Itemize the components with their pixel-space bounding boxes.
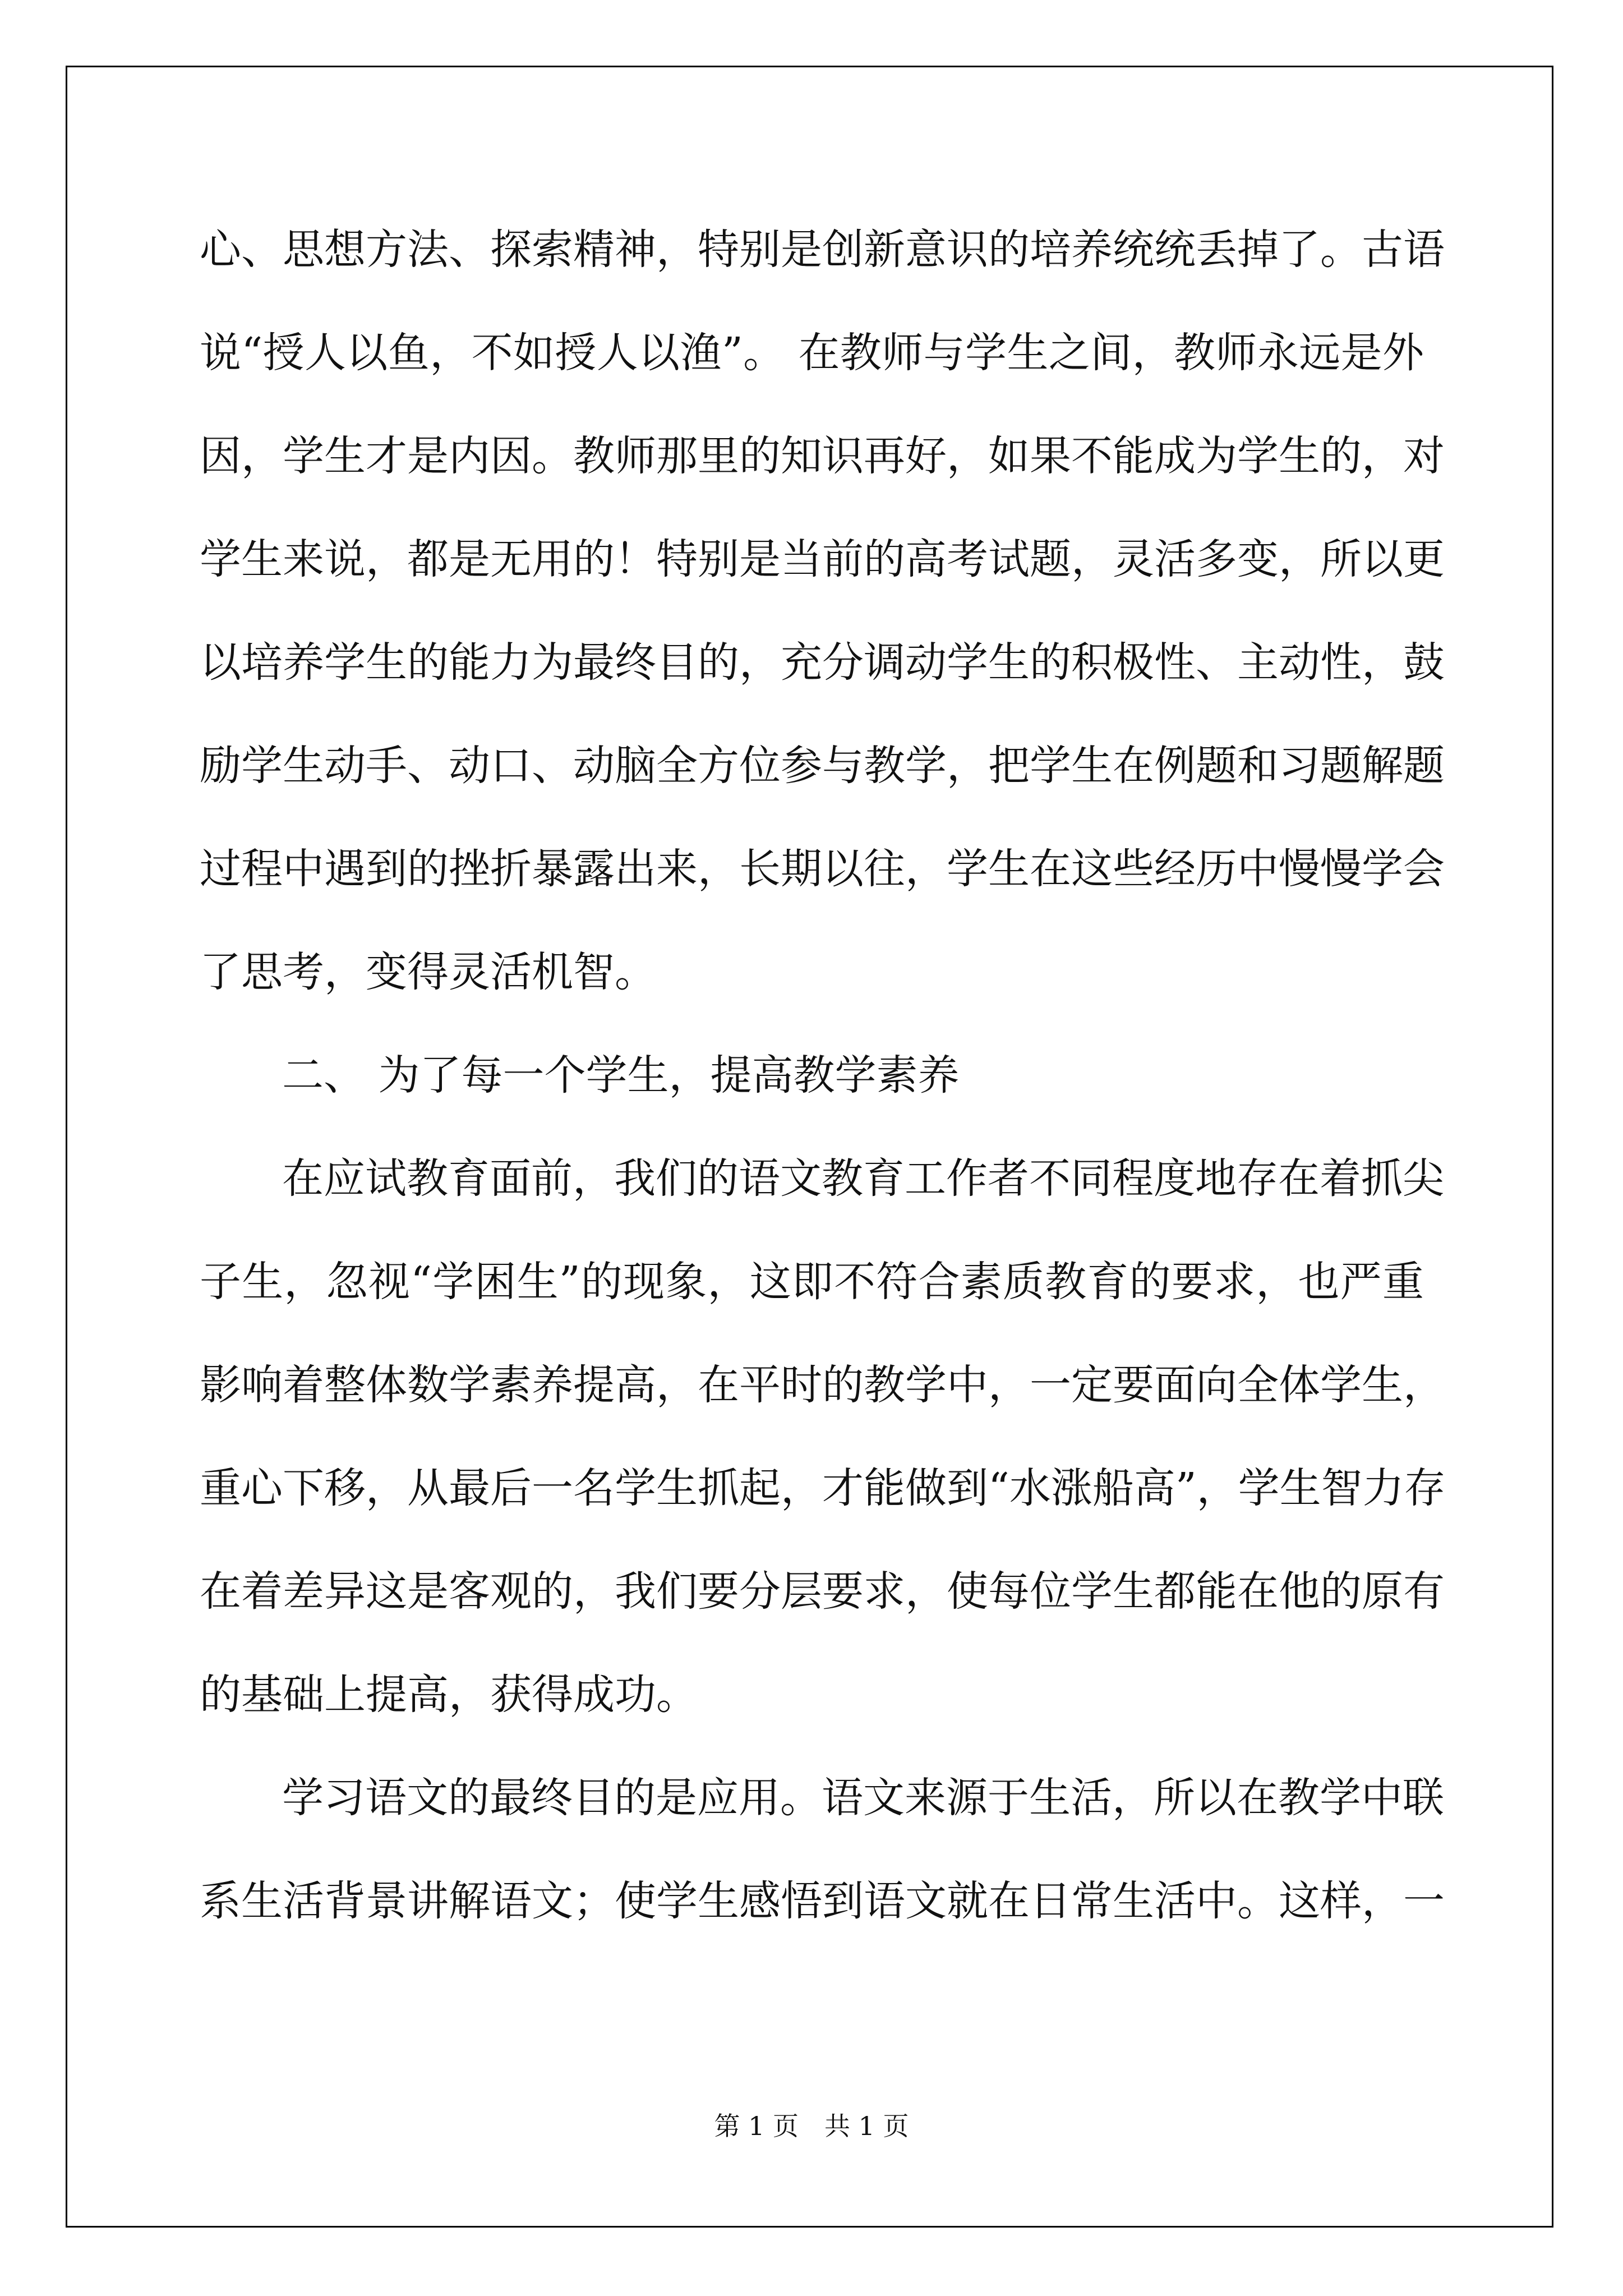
text-line: 因，学生才是内因。教师那里的知识再好，如果不能成为学生的，对	[200, 432, 1445, 480]
text-line: 系生活背景讲解语文；使学生感悟到语文就在日常生活中。这样，一	[200, 1877, 1445, 1925]
text-line: 学习语文的最终目的是应用。语文来源于生活，所以在教学中联	[282, 1774, 1444, 1822]
section-heading: 二、 为了每一个学生，提高教学素养	[282, 1051, 960, 1099]
text-line: 励学生动手、动口、动脑全方位参与教学，把学生在例题和习题解题	[200, 742, 1445, 790]
text-line: 的基础上提高，获得成功。	[200, 1671, 698, 1719]
page-footer: 第 1 页 共 1 页	[714, 2111, 909, 2141]
text-line: 在应试教育面前，我们的语文教育工作者不同程度地存在着抓尖	[282, 1154, 1444, 1203]
text-line: 以培养学生的能力为最终目的，充分调动学生的积极性、主动性，鼓	[200, 638, 1445, 687]
text-line: 学生来说，都是无用的！特别是当前的高考试题，灵活多变，所以更	[200, 535, 1445, 583]
text-line: 影响着整体数学素养提高，在平时的教学中，一定要面向全体学生，	[200, 1361, 1445, 1409]
document-body	[200, 219, 1446, 1973]
text-line: 心、思想方法、探索精神，特别是创新意识的培养统统丢掉了。古语	[200, 226, 1445, 274]
text-line: 重心下移，从最后一名学生抓起，才能做到“水涨船高”，学生智力存	[200, 1464, 1446, 1512]
text-line: 说“授人以鱼，不如授人以渔”。 在教师与学生之间，教师永远是外	[200, 329, 1424, 377]
text-line: 子生，忽视“学困生”的现象，这即不符合素质教育的要求，也严重	[200, 1258, 1424, 1306]
text-line: 了思考，变得灵活机智。	[200, 948, 656, 996]
text-line: 在着差异这是客观的，我们要分层要求，使每位学生都能在他的原有	[200, 1567, 1445, 1616]
text-line: 过程中遇到的挫折暴露出来，长期以往，学生在这些经历中慢慢学会	[200, 845, 1445, 893]
